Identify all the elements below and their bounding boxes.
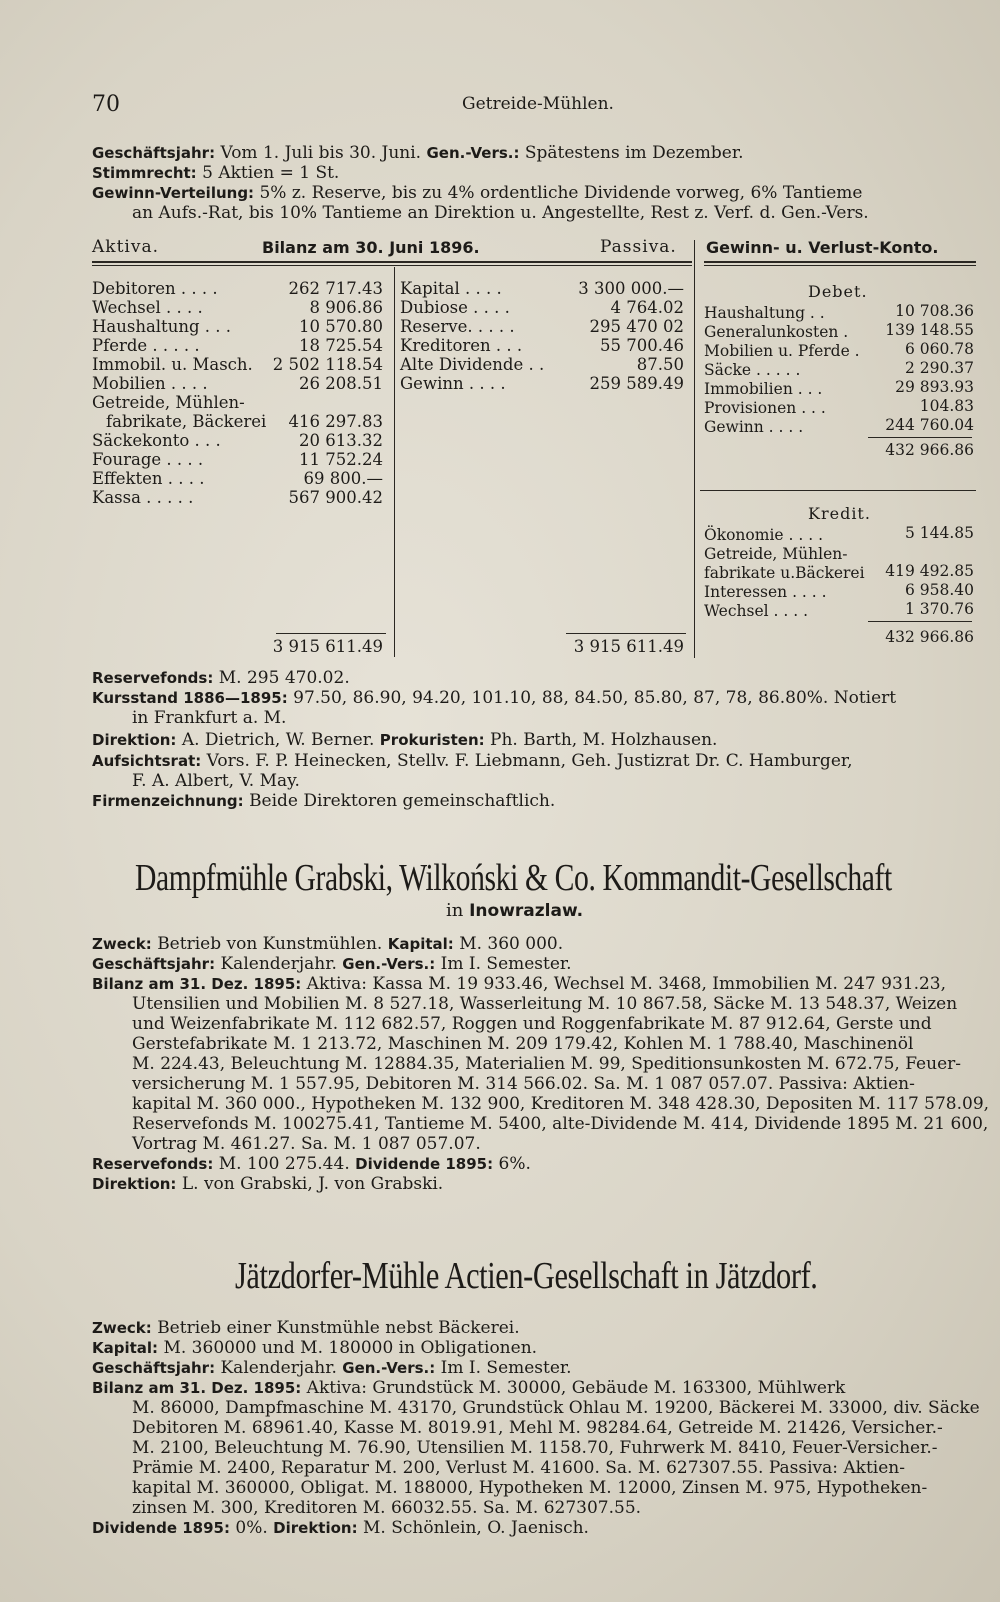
page-number: 70 xyxy=(92,92,120,117)
s3-line xyxy=(92,1518,589,1538)
debet-value: 139 148.55 xyxy=(885,321,974,339)
debet-name: Immobilien . . . xyxy=(704,380,823,398)
s1-after-2 xyxy=(92,688,896,708)
s2-line: Reservefonds M. 100275.41, Tantieme M. 5400, alte-Dividende M. 414, Dividende 1895 M. 21 600, xyxy=(132,1114,989,1134)
aktiva-value: 18 725.54 xyxy=(299,336,383,355)
s3-line: kapital M. 360000, Obligat. M. 188000, Hypotheken M. 12000, Zinsen M. 975, Hypotheken- xyxy=(132,1478,928,1498)
aktiva-name: Pferde . . . . . xyxy=(92,336,200,355)
s2-line: versicherung M. 1 557.95, Debitoren M. 314 566.02. Sa. M. 1 087 057.07. Passiva: Aktien- xyxy=(132,1074,915,1094)
s2-label: Geschäftsjahr: xyxy=(92,955,216,973)
aktiva-name: fabrikate, Bäckerei xyxy=(106,412,267,431)
s2-label: Dividende 1895: xyxy=(355,1155,494,1173)
s3-label: Gen.-Vers.: xyxy=(342,1359,436,1377)
s1-after-5 xyxy=(92,751,853,771)
debet-value: 104.83 xyxy=(919,397,974,415)
s2-line: Gerstefabrikate M. 1 213.72, Maschinen M. 209 179.42, Kohlen M. 1 788.40, Maschinenöl xyxy=(132,1034,914,1054)
s1-line-1 xyxy=(92,143,744,163)
s3-line: Prämie M. 2400, Reparatur M. 200, Verlust M. 41600. Sa. M. 627307.55. Passiva: Aktien- xyxy=(132,1458,905,1478)
aktiva-value: 26 208.51 xyxy=(299,374,383,393)
s3-line: zinsen M. 300, Kreditoren M. 66032.55. Sa. M. 627307.55. xyxy=(132,1498,642,1518)
s3-text: Kalenderjahr. xyxy=(220,1358,337,1378)
s1-after-1 xyxy=(92,668,350,688)
s1-label: Reservefonds: xyxy=(92,669,214,687)
s1-label: Stimmrecht: xyxy=(92,164,197,182)
s2-line xyxy=(92,934,563,954)
s2-label: Reservefonds: xyxy=(92,1155,214,1173)
s1-line-3 xyxy=(92,183,862,203)
passiva-name: Kreditoren . . . xyxy=(400,336,523,355)
guv-mid-rule xyxy=(700,490,976,491)
aktiva-sum-rule xyxy=(276,633,386,634)
debet-total: 432 966.86 xyxy=(885,441,974,459)
s2-title: Dampfmühle Grabski, Wilkoński & Co. Kommandit-Gesellschaft xyxy=(135,857,892,899)
kredit-name: Wechsel . . . . xyxy=(704,602,809,620)
debet-value: 244 760.04 xyxy=(885,416,974,434)
aktiva-name: Mobilien . . . . xyxy=(92,374,208,393)
s3-line: M. 86000, Dampfmaschine M. 43170, Grundstück Ohlau M. 19200, Bäckerei M. 33000, div. Säcke xyxy=(132,1398,980,1418)
debet-name: Provisionen . . . xyxy=(704,399,826,417)
s1-text: Beide Direktoren gemeinschaftlich. xyxy=(249,791,556,811)
s3-text: Betrieb einer Kunstmühle nebst Bäckerei. xyxy=(157,1318,520,1338)
kredit-name: Ökonomie . . . . xyxy=(704,526,823,544)
s3-line: Debitoren M. 68961.40, Kasse M. 8019.91, Mehl M. 98284.64, Getreide M. 21426, Versicher.- xyxy=(132,1418,943,1438)
s3-label: Zweck: xyxy=(92,1319,152,1337)
debet-name: Mobilien u. Pferde . xyxy=(704,342,860,360)
s2-text: Im I. Semester. xyxy=(440,954,572,974)
s2-line: und Weizenfabrikate M. 112 682.57, Roggen und Roggenfabrikate M. 87 912.64, Gerste und xyxy=(132,1014,932,1034)
s3-label: Kapital: xyxy=(92,1339,159,1357)
aktiva-name: Immobil. u. Masch. xyxy=(92,355,253,374)
aktiva-value: 10 570.80 xyxy=(299,317,383,336)
debet-name: Gewinn . . . . xyxy=(704,418,804,436)
s3-line xyxy=(92,1338,537,1358)
aktiva-value: 416 297.83 xyxy=(288,412,383,431)
kredit-total: 432 966.86 xyxy=(885,628,974,646)
s2-label: Bilanz am 31. Dez. 1895: xyxy=(92,975,302,993)
s2-line xyxy=(92,954,572,974)
guv-top-rule-2 xyxy=(704,265,976,266)
s3-text: Aktiva: Grundstück M. 30000, Gebäude M. 163300, Mühlwerk xyxy=(306,1378,846,1398)
s2-text: 6%. xyxy=(498,1154,531,1174)
s3-line xyxy=(92,1318,520,1338)
s1-line-2 xyxy=(92,163,339,183)
guv-top-rule xyxy=(704,261,976,263)
passiva-name: Alte Dividende . . xyxy=(400,355,545,374)
s3-title: Jätzdorfer-Mühle Actien-Gesellschaft in Jätzdorf. xyxy=(235,1255,818,1297)
aktiva-value: 11 752.24 xyxy=(299,450,383,469)
s1-label: Aufsichtsrat: xyxy=(92,752,202,770)
kredit-name: Getreide, Mühlen- xyxy=(704,545,848,563)
passiva-name: Gewinn . . . . xyxy=(400,374,506,393)
s1-label: Firmenzeichnung: xyxy=(92,792,244,810)
s1-text: 97.50, 86.90, 94.20, 101.10, 88, 84.50, 85.80, 87, 78, 86.80%. Notiert xyxy=(293,688,897,708)
aktiva-value: 8 906.86 xyxy=(309,298,383,317)
s1-label: Kursstand 1886—1895: xyxy=(92,689,288,707)
s3-text: 0%. xyxy=(235,1518,268,1538)
s2-line: kapital M. 360 000., Hypotheken M. 132 900, Kreditoren M. 348 428.30, Depositen M. 117 578.09, xyxy=(132,1094,990,1114)
s2-label: Gen.-Vers.: xyxy=(342,955,436,973)
aktiva-name: Wechsel . . . . xyxy=(92,298,203,317)
s1-after-3: in Frankfurt a. M. xyxy=(132,708,287,728)
passiva-name: Reserve. . . . . xyxy=(400,317,515,336)
kredit-value: 5 144.85 xyxy=(904,524,974,542)
passiva-value: 55 700.46 xyxy=(600,336,684,355)
s2-text: Kalenderjahr. xyxy=(220,954,337,974)
s2-line: Utensilien und Mobilien M. 8 527.18, Wasserleitung M. 10 867.58, Säcke M. 13 548.37, Weizen xyxy=(132,994,958,1014)
s2-line xyxy=(92,974,946,994)
debet-name: Haushaltung . . xyxy=(704,304,825,322)
s1-line-4: an Aufs.-Rat, bis 10% Tantieme an Direktion u. Angestellte, Rest z. Verf. d. Gen.-Vers. xyxy=(132,203,869,223)
debet-label: Debet. xyxy=(808,282,868,301)
s1-text: Vom 1. Juli bis 30. Juni. xyxy=(220,143,422,163)
s2-text: Aktiva: Kassa M. 19 933.46, Wechsel M. 3468, Immobilien M. 247 931.23, xyxy=(306,974,947,994)
bilanz-right-rule xyxy=(694,240,695,658)
s3-label: Direktion: xyxy=(273,1519,358,1537)
aktiva-name: Debitoren . . . . xyxy=(92,279,218,298)
debet-name: Säcke . . . . . xyxy=(704,361,801,379)
s2-line: M. 224.43, Beleuchtung M. 12884.35, Materialien M. 99, Speditionsunkosten M. 672.75, Feuer- xyxy=(132,1054,961,1074)
s1-text: Ph. Barth, M. Holzhausen. xyxy=(490,730,718,750)
s2-text: M. 100 275.44. xyxy=(218,1154,350,1174)
aktiva-name: Effekten . . . . xyxy=(92,469,205,488)
passiva-value: 295 470 02 xyxy=(589,317,684,336)
bilanz-top-rule xyxy=(92,261,692,263)
kredit-value: 1 370.76 xyxy=(904,600,974,618)
bilanz-title: Bilanz am 30. Juni 1896. xyxy=(262,238,480,257)
s1-text: M. 295 470.02. xyxy=(218,668,350,688)
s3-label: Dividende 1895: xyxy=(92,1519,230,1537)
s1-label: Gewinn-Verteilung: xyxy=(92,184,255,202)
s1-text: 5% z. Reserve, bis zu 4% ordentliche Dividende vorweg, 6% Tantieme xyxy=(259,183,863,203)
s3-line xyxy=(92,1358,572,1378)
s2-subtitle-prefix: in xyxy=(446,900,464,921)
s1-label: Gen.-Vers.: xyxy=(426,144,520,162)
s3-line xyxy=(92,1378,845,1398)
s1-label: Geschäftsjahr: xyxy=(92,144,216,162)
s2-line: Vortrag M. 461.27. Sa. M. 1 087 057.07. xyxy=(132,1134,481,1154)
kredit-sum-rule xyxy=(868,621,972,622)
s2-subtitle xyxy=(446,900,583,921)
aktiva-name: Säckekonto . . . xyxy=(92,431,221,450)
debet-value: 2 290.37 xyxy=(904,359,974,377)
s1-text: A. Dietrich, W. Berner. xyxy=(181,730,375,750)
aktiva-name: Kassa . . . . . xyxy=(92,488,194,507)
aktiva-name: Haushaltung . . . xyxy=(92,317,231,336)
aktiva-name: Fourage . . . . xyxy=(92,450,204,469)
debet-name: Generalunkosten . xyxy=(704,323,849,341)
aktiva-value: 2 502 118.54 xyxy=(272,355,383,374)
aktiva-value: 567 900.42 xyxy=(288,488,383,507)
aktiva-value: 69 800.— xyxy=(303,469,383,488)
s2-line xyxy=(92,1154,531,1174)
s1-after-7 xyxy=(92,791,555,811)
debet-value: 29 893.93 xyxy=(895,378,974,396)
passiva-value: 259 589.49 xyxy=(589,374,684,393)
passiva-value: 3 300 000.— xyxy=(578,279,684,298)
debet-value: 10 708.36 xyxy=(895,302,974,320)
kredit-value: 419 492.85 xyxy=(885,562,974,580)
s3-text: Im I. Semester. xyxy=(440,1358,572,1378)
guv-title: Gewinn- u. Verlust-Konto. xyxy=(706,238,939,257)
s1-after-6: F. A. Albert, V. May. xyxy=(132,771,300,791)
s2-label: Kapital: xyxy=(387,935,454,953)
s3-label: Bilanz am 31. Dez. 1895: xyxy=(92,1379,302,1397)
s1-text: 5 Aktien = 1 St. xyxy=(202,163,340,183)
kredit-label: Kredit. xyxy=(808,504,871,523)
passiva-name: Dubiose . . . . xyxy=(400,298,510,317)
passiva-name: Kapital . . . . xyxy=(400,279,502,298)
passiva-value: 87.50 xyxy=(636,355,684,374)
aktiva-value: 20 613.32 xyxy=(299,431,383,450)
running-title: Getreide-Mühlen. xyxy=(462,94,614,114)
s3-text: M. 360000 und M. 180000 in Obligationen. xyxy=(163,1338,538,1358)
debet-sum-rule xyxy=(868,437,972,438)
aktiva-label: Aktiva. xyxy=(92,237,159,257)
aktiva-value: 262 717.43 xyxy=(288,279,383,298)
kredit-name: Interessen . . . . xyxy=(704,583,827,601)
s2-label: Zweck: xyxy=(92,935,152,953)
passiva-label: Passiva. xyxy=(600,237,677,257)
s1-label: Direktion: xyxy=(92,731,177,749)
s1-label: Prokuristen: xyxy=(379,731,485,749)
s2-label: Direktion: xyxy=(92,1175,177,1193)
s1-text: Spätestens im Dezember. xyxy=(524,143,744,163)
s3-text: M. Schönlein, O. Jaenisch. xyxy=(363,1518,589,1538)
s2-line xyxy=(92,1174,443,1194)
aktiva-name: Getreide, Mühlen- xyxy=(92,393,245,412)
kredit-name: fabrikate u.Bäckerei xyxy=(704,564,865,582)
passiva-sum-rule xyxy=(566,633,686,634)
s1-text: Vors. F. P. Heinecken, Stellv. F. Liebmann, Geh. Justizrat Dr. C. Hamburger, xyxy=(206,751,853,771)
s3-label: Geschäftsjahr: xyxy=(92,1359,216,1377)
s2-text: L. von Grabski, J. von Grabski. xyxy=(181,1174,444,1194)
aktiva-total: 3 915 611.49 xyxy=(272,637,383,656)
s2-text: M. 360 000. xyxy=(459,934,564,954)
kredit-value: 6 958.40 xyxy=(904,581,974,599)
s2-text: Betrieb von Kunstmühlen. xyxy=(157,934,383,954)
bilanz-top-rule-2 xyxy=(92,265,692,266)
bilanz-center-rule xyxy=(394,267,395,657)
s1-after-4 xyxy=(92,730,717,750)
passiva-total: 3 915 611.49 xyxy=(573,637,684,656)
debet-value: 6 060.78 xyxy=(904,340,974,358)
s3-line: M. 2100, Beleuchtung M. 76.90, Utensilien M. 1158.70, Fuhrwerk M. 8410, Feuer-Versicher.- xyxy=(132,1438,938,1458)
s2-subtitle-place: Inowrazlaw. xyxy=(469,901,584,921)
passiva-value: 4 764.02 xyxy=(610,298,684,317)
